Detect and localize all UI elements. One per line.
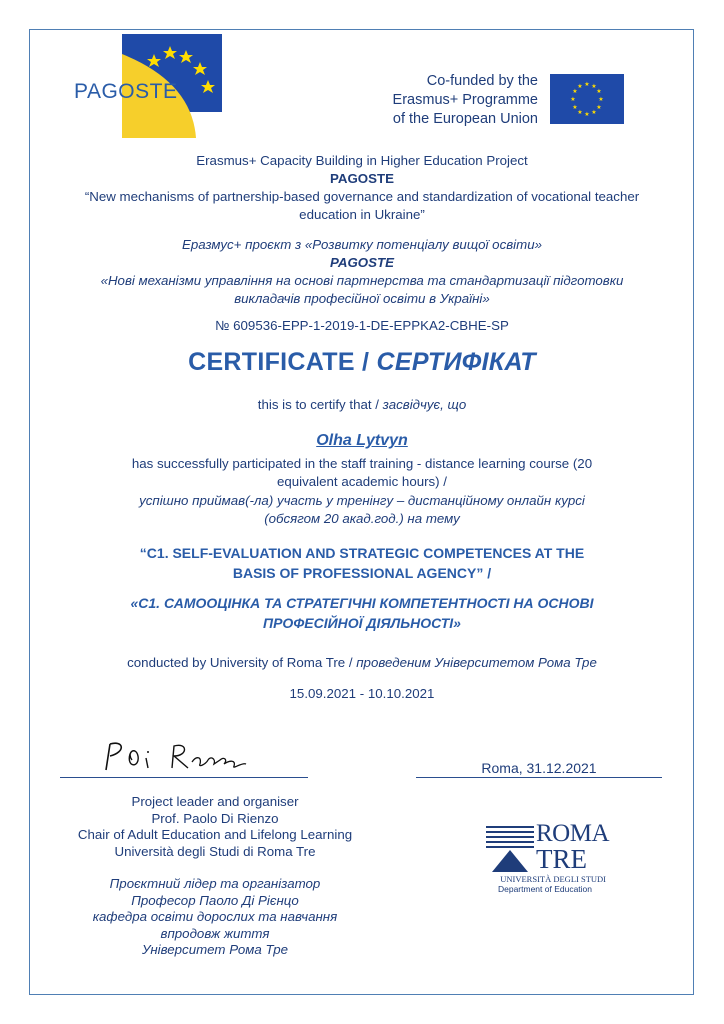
project-acronym-en: PAGOSTE xyxy=(329,171,395,186)
signer-university-en: Università degli Studi di Roma Tre xyxy=(114,843,316,859)
certificate-title-uk: СЕРТИФІКАТ xyxy=(376,348,536,376)
conducted-en: conducted by University of Roma Tre / xyxy=(127,655,357,670)
certify-en: this is to certify that / xyxy=(257,397,383,412)
roma-logo-department: Department of Education xyxy=(497,884,593,894)
roma-logo-roma: ROMA xyxy=(536,820,610,847)
svg-text:★: ★ xyxy=(570,96,576,103)
svg-text:★: ★ xyxy=(577,83,583,90)
conducted-by xyxy=(60,654,664,672)
pagoste-logo-text: PAGOSTE xyxy=(74,80,178,103)
signer-role-uk: Проєктний лідер та організатор xyxy=(109,876,321,891)
project-block-en xyxy=(60,152,664,224)
cofunded-line-1: Co-funded by the xyxy=(426,73,538,89)
svg-text:★: ★ xyxy=(584,111,590,118)
topic-uk xyxy=(60,593,664,633)
conducted-uk: проведеним Університетом Рома Тре xyxy=(356,655,597,670)
project-block-uk xyxy=(60,236,664,308)
project-title-en: “New mechanisms of partnership-based governance and standardization of vocational teacher education in Ukraine” xyxy=(84,189,640,222)
recipient-name: Olha Lytvyn xyxy=(316,432,408,449)
topic-en xyxy=(60,543,664,583)
svg-text:★: ★ xyxy=(572,104,578,111)
place-date: Roma, 31.12.2021 xyxy=(481,760,597,776)
certificate-title-en: CERTIFICATE / xyxy=(188,348,377,376)
topic-en-text: “C1. SELF-EVALUATION AND STRATEGIC COMPETENCES AT THE BASIS OF PROFESSIONAL AGENCY” / xyxy=(139,545,585,581)
signer-university-uk: Університет Рома Тре xyxy=(142,942,288,957)
svg-text:★: ★ xyxy=(591,109,597,116)
project-acronym-uk: PAGOSTE xyxy=(329,255,395,270)
participation-uk-text: успішно приймав(-ла) участь у тренінгу – дистанційному онлайн курсі (обсягом 20 акад.год.) на тему xyxy=(139,493,585,526)
topic-uk-text: «С1. САМООЦІНКА ТА СТРАТЕГІЧНІ КОМПЕТЕНТНОСТІ НА ОСНОВІ ПРОФЕСІЙНОЇ ДІЯЛЬНОСТІ» xyxy=(130,595,594,631)
svg-text:★: ★ xyxy=(598,96,604,103)
certify-uk: засвідчує, що xyxy=(382,397,467,412)
svg-text:★: ★ xyxy=(596,88,602,95)
participation-en xyxy=(60,455,664,491)
eu-flag-icon xyxy=(550,74,624,124)
svg-text:★: ★ xyxy=(591,83,597,90)
roma-logo-tre: TRE xyxy=(536,844,587,874)
project-number: № 609536-EPP-1-2019-1-DE-EPPKA2-CBHE-SP xyxy=(215,318,509,333)
certify-line xyxy=(60,396,664,414)
roma-logo-university: UNIVERSITÀ DEGLI STUDI xyxy=(500,874,606,884)
roma-tre-logo xyxy=(484,820,610,898)
participation-uk xyxy=(60,492,664,528)
signature-line-left xyxy=(60,777,308,778)
signer-chair-uk-2: впродовж життя xyxy=(160,925,270,941)
signature-line-right xyxy=(416,777,662,778)
signature xyxy=(96,738,266,778)
signer-name-uk: Професор Паоло Ді Рієнцо xyxy=(131,892,299,908)
participation-en-text: has successfully participated in the staff training - distance learning course (20 equivalent academic hours) / xyxy=(131,456,593,489)
project-line-en: Erasmus+ Capacity Building in Higher Education Project xyxy=(196,153,528,168)
pagoste-logo xyxy=(74,34,224,138)
signer-chair-en: Chair of Adult Education and Lifelong Learning xyxy=(77,827,353,842)
signer-info-en xyxy=(40,794,390,860)
cofunded-statement xyxy=(372,72,538,129)
course-dates: 15.09.2021 - 10.10.2021 xyxy=(289,686,435,701)
signer-info-uk xyxy=(40,876,390,959)
svg-text:★: ★ xyxy=(572,88,578,95)
cofunded-line-2: Erasmus+ Programme xyxy=(392,92,538,108)
svg-text:★: ★ xyxy=(584,81,590,88)
signer-name-en: Prof. Paolo Di Rienzo xyxy=(151,810,279,826)
signer-chair-uk: кафедра освіти дорослих та навчання xyxy=(92,909,338,924)
svg-text:★: ★ xyxy=(596,104,602,111)
certificate-title xyxy=(60,348,664,377)
svg-text:★: ★ xyxy=(577,109,583,116)
cofunded-line-3: of the European Union xyxy=(392,111,538,127)
signer-role-en: Project leader and organiser xyxy=(131,794,299,809)
project-line-uk: Еразмус+ проєкт з «Розвитку потенціалу вищої освіти» xyxy=(182,237,542,252)
project-title-uk: «Нові механізми управління на основі партнерства та стандартизації підготовки викладачів професійної освіти в Україні» xyxy=(100,273,624,306)
